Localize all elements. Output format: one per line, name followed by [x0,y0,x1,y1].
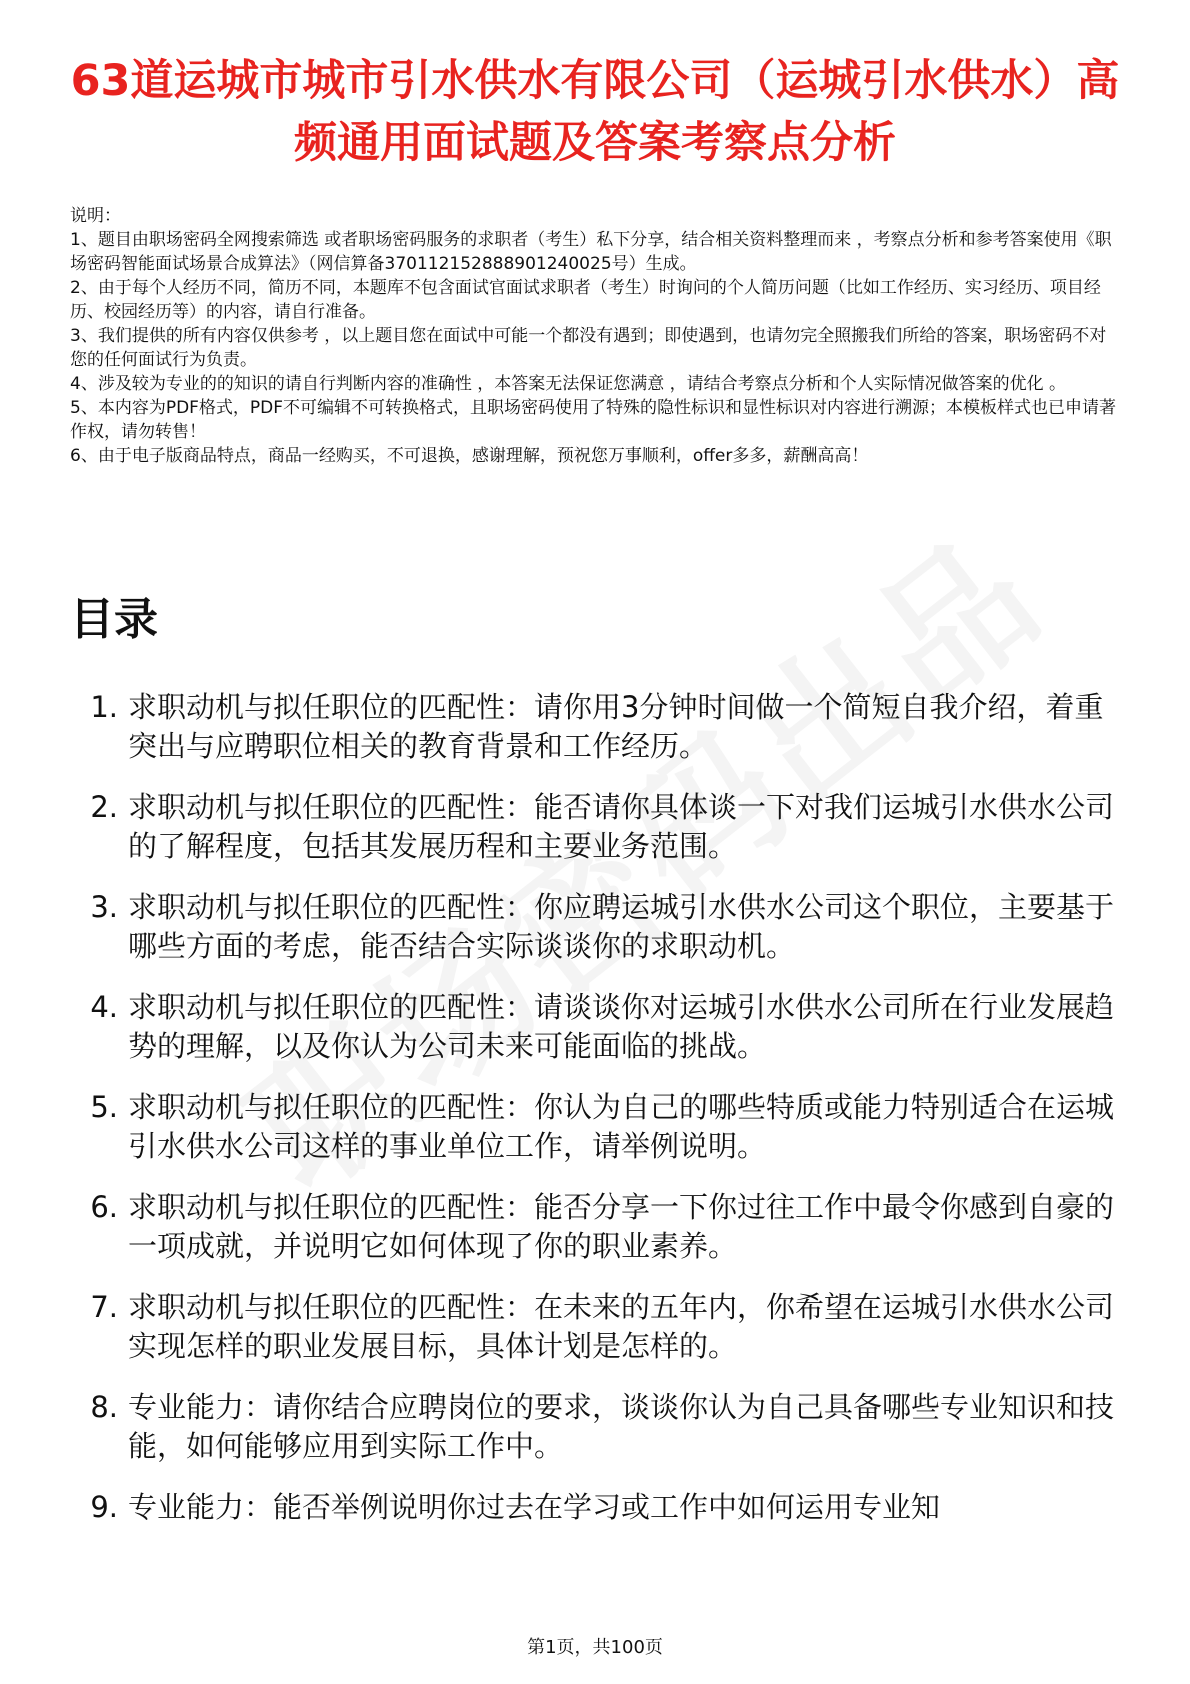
notes-item: 3、我们提供的所有内容仅供参考 ，以上题目您在面试中可能一个都没有遇到；即使遇到，也请勿完全照搬我们所给的答案，职场密码不对您的任何面试行为负责。 [70,326,1107,370]
toc-item-text: 求职动机与拟任职位的匹配性：在未来的五年内，你希望在运城引水供水公司实现怎样的职业发展目标，具体计划是怎样的。 [128,1290,1115,1363]
toc-item-text: 求职动机与拟任职位的匹配性：你认为自己的哪些特质或能力特别适合在运城引水供水公司这样的事业单位工作，请举例说明。 [128,1090,1115,1163]
document-title: 63道运城市城市引水供水有限公司（运城引水供水）高频通用面试题及答案考察点分析 [70,56,1120,168]
notes-item: 2、由于每个人经历不同，简历不同，本题库不包含面试官面试求职者（考生）时询问的个人简历问题（比如工作经历、实习经历、项目经历、校园经历等）的内容，请自行准备。 [70,278,1101,322]
toc-heading: 目录 [70,594,158,645]
toc-item[interactable] [70,1188,1130,1266]
toc-item-number: 2. [90,790,118,824]
toc-list [70,688,1130,1549]
toc-item-number: 8. [90,1390,118,1424]
toc-item-number: 3. [90,890,118,924]
notes-item: 4、涉及较为专业的的知识的请自行判断内容的准确性 ，本答案无法保证您满意 ，请结合考察点分析和个人实际情况做答案的优化 。 [70,374,1067,394]
notes-item: 1、题目由职场密码全网搜索筛选 或者职场密码服务的求职者（考生）私下分享，结合相关资料整理而来 ，考察点分析和参考答案使用《职场密码智能面试场景合成算法》（网信算备370112152888901240025号）生成。 [70,230,1112,274]
toc-item[interactable] [70,788,1130,866]
toc-item-text: 求职动机与拟任职位的匹配性：能否请你具体谈一下对我们运城引水供水公司的了解程度，包括其发展历程和主要业务范围。 [128,790,1115,863]
toc-item-number: 5. [90,1090,118,1124]
page-footer: 第1页，共100页 [527,1637,663,1658]
toc-item[interactable] [70,1088,1130,1166]
toc-item-text: 专业能力：请你结合应聘岗位的要求，谈谈你认为自己具备哪些专业知识和技能，如何能够应用到实际工作中。 [128,1390,1115,1463]
toc-item-text: 专业能力：能否举例说明你过去在学习或工作中如何运用专业知 [128,1490,941,1524]
toc-item-text: 求职动机与拟任职位的匹配性：请你用3分钟时间做一个简短自我介绍，着重突出与应聘职位相关的教育背景和工作经历。 [128,690,1104,763]
notes-section [70,204,1122,468]
toc-item[interactable] [70,1388,1130,1466]
notes-item: 5、本内容为PDF格式，PDF不可编辑不可转换格式，且职场密码使用了特殊的隐性标识和显性标识对内容进行溯源；本模板样式也已申请著作权，请勿转售！ [70,398,1117,442]
toc-item[interactable] [70,888,1130,966]
toc-item-number: 6. [90,1190,118,1224]
notes-item: 6、由于电子版商品特点，商品一经购买，不可退换，感谢理解，预祝您万事顺利，offer多多，薪酬高高！ [70,446,869,466]
toc-item-number: 1. [90,690,118,724]
toc-item-text: 求职动机与拟任职位的匹配性：能否分享一下你过往工作中最令你感到自豪的一项成就，并说明它如何体现了你的职业素养。 [128,1190,1115,1263]
toc-item[interactable] [70,688,1130,766]
toc-item-number: 4. [90,990,118,1024]
toc-item[interactable] [70,988,1130,1066]
toc-item-number: 9. [90,1490,118,1524]
notes-heading: 说明： [70,206,121,226]
toc-item-text: 求职动机与拟任职位的匹配性：你应聘运城引水供水公司这个职位，主要基于哪些方面的考虑，能否结合实际谈谈你的求职动机。 [128,890,1115,963]
toc-item-number: 7. [90,1290,118,1324]
toc-item[interactable] [70,1288,1130,1366]
toc-item-text: 求职动机与拟任职位的匹配性：请谈谈你对运城引水供水公司所在行业发展趋势的理解，以及你认为公司未来可能面临的挑战。 [128,990,1115,1063]
toc-item[interactable] [70,1488,1130,1527]
